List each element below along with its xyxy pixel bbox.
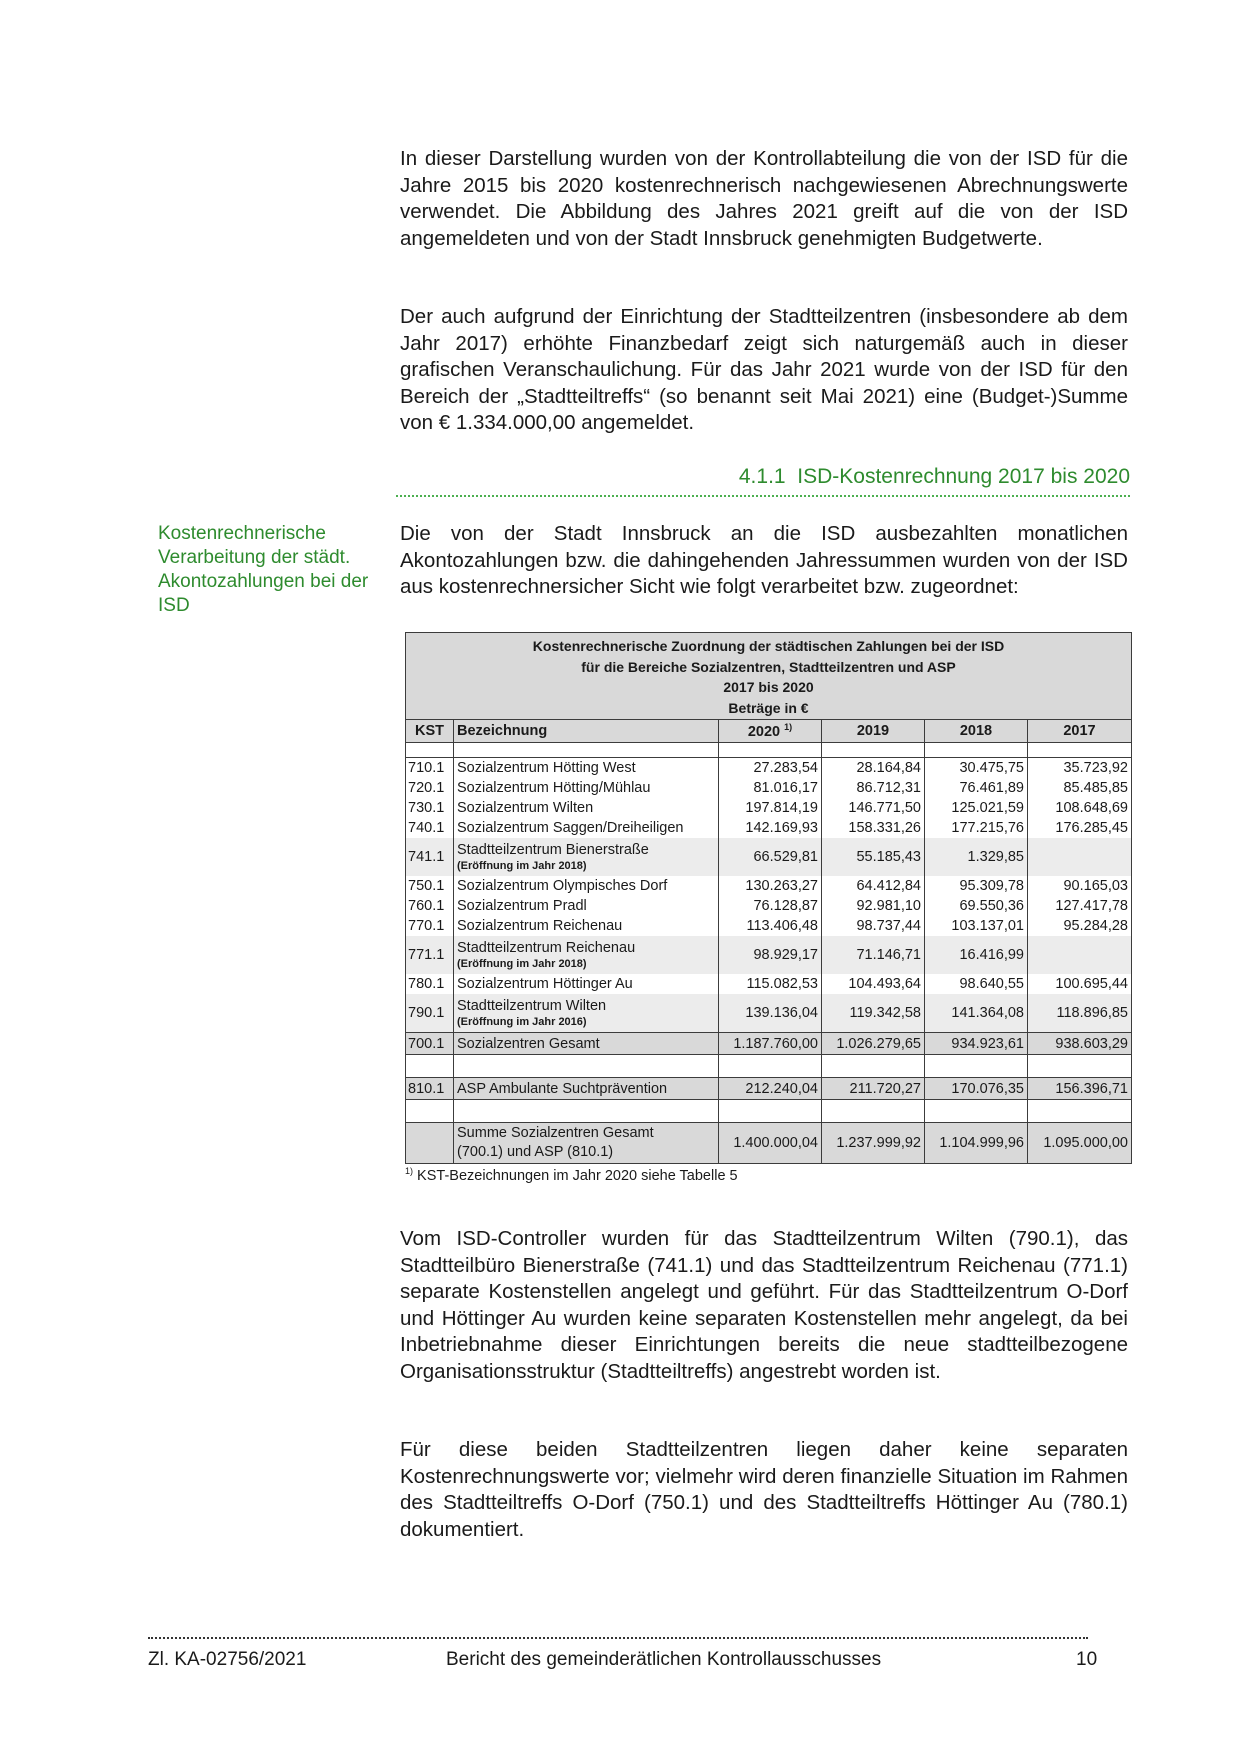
footnote-mark: 1) [405, 1166, 414, 1176]
row-2018: 76.461,89 [925, 778, 1028, 798]
grand-total-name-line: (700.1) und ASP (810.1) [457, 1144, 614, 1160]
row-2017: 85.485,85 [1028, 778, 1132, 798]
spacer-row [406, 1100, 1132, 1123]
table-title-line: für die Bereiche Sozialzentren, Stadtteilzentren und ASP [581, 658, 956, 675]
table-row [406, 994, 1132, 1033]
row-2019: 146.771,50 [822, 798, 925, 818]
row-name [454, 994, 719, 1033]
grand-total-kst [406, 1123, 454, 1164]
row-2019: 158.331,26 [822, 818, 925, 838]
total-2018: 934.923,61 [925, 1033, 1028, 1055]
row-2017: 127.417,78 [1028, 896, 1132, 916]
row-opening-note: (Eröffnung im Jahr 2018) [457, 859, 587, 872]
total-name: Sozialzentren Gesamt [454, 1033, 719, 1055]
row-2017: 176.285,45 [1028, 818, 1132, 838]
row-kst: 740.1 [406, 818, 454, 838]
grand-total-name [454, 1123, 719, 1164]
row-2018: 69.550,36 [925, 896, 1028, 916]
table-row [406, 778, 1132, 798]
table-row [406, 936, 1132, 974]
grand-total-2019: 1.237.999,92 [822, 1123, 925, 1164]
table-title-line: 2017 bis 2020 [723, 679, 814, 695]
row-2020: 66.529,81 [719, 838, 822, 876]
table-row [406, 974, 1132, 994]
spacer-row [406, 1055, 1132, 1078]
table-title-row [406, 633, 1132, 720]
grand-total-2020: 1.400.000,04 [719, 1123, 822, 1164]
asp-row [406, 1078, 1132, 1100]
table-row [406, 818, 1132, 838]
header-2017: 2017 [1028, 720, 1132, 743]
row-kst: 750.1 [406, 876, 454, 896]
table-row [406, 916, 1132, 936]
row-2017: 100.695,44 [1028, 974, 1132, 994]
row-kst: 730.1 [406, 798, 454, 818]
row-2020: 142.169,93 [719, 818, 822, 838]
row-name-label: Sozialzentrum Wilten [457, 800, 594, 816]
cost-table-container [405, 632, 1131, 1184]
cost-allocation-table [405, 632, 1132, 1164]
table-row [406, 838, 1132, 876]
row-name-label: Sozialzentrum Pradl [457, 898, 587, 914]
row-opening-note: (Eröffnung im Jahr 2016) [457, 1015, 587, 1028]
row-2020: 76.128,87 [719, 896, 822, 916]
row-kst: 741.1 [406, 838, 454, 876]
row-2019: 71.146,71 [822, 936, 925, 974]
row-2018: 95.309,78 [925, 876, 1028, 896]
row-opening-note: (Eröffnung im Jahr 2018) [457, 957, 587, 970]
row-2018: 141.364,08 [925, 994, 1028, 1033]
row-name-label: Sozialzentrum Hötting/Mühlau [457, 780, 651, 796]
row-2017: 108.648,69 [1028, 798, 1132, 818]
row-name-label: Stadtteilzentrum Wilten [457, 997, 607, 1014]
row-2018: 1.329,85 [925, 838, 1028, 876]
row-2019: 55.185,43 [822, 838, 925, 876]
asp-kst: 810.1 [406, 1078, 454, 1100]
row-kst: 790.1 [406, 994, 454, 1033]
row-2018: 177.215,76 [925, 818, 1028, 838]
row-2018: 30.475,75 [925, 758, 1028, 779]
row-name [454, 916, 719, 936]
paragraph-2: Der auch aufgrund der Einrichtung der Stadtteilzentren (insbesondere ab dem Jahr 2017) erhöhte Finanzbedarf zeigt sich naturgemäß auch in dieser grafischen Veranschaulichung. Für das Jahr 2021 wurde von der ISD für den Bereich der „Stadtteiltreffs“ (so benannt seit Mai 2021) eine (Budget-)Summe von € 1.334.000,00 angemeldet. [400, 305, 1128, 434]
asp-name: ASP Ambulante Suchtprävention [454, 1078, 719, 1100]
row-name [454, 838, 719, 876]
footer-reference: Zl. KA-02756/2021 [148, 1649, 307, 1670]
table-title [406, 633, 1132, 720]
row-2019: 64.412,84 [822, 876, 925, 896]
paragraph-4: Vom ISD-Controller wurden für das Stadtteilzentrum Wilten (790.1), das Stadtteilbüro Bienerstraße (741.1) und das Stadtteilzentrum Reichenau (771.1) separate Kostenstellen angelegt und geführt. Für das Stadtteilzentrum O-Dorf und Höttinger Au wurden keine separaten Kostenstellen mehr angelegt, da bei Inbetriebnahme dieser Einrichtungen bereits die neue stadtteilbezogene Organisationsstruktur (Stadtteiltreffs) angestrebt worden ist. [400, 1227, 1128, 1383]
total-kst: 700.1 [406, 1033, 454, 1055]
header-2019: 2019 [822, 720, 925, 743]
paragraph-1: In dieser Darstellung wurden von der Kontrollabteilung die von der ISD für die Jahre 2015 bis 2020 kostenrechnerisch nachgewiesenen Abrechnungswerte verwendet. Die Abbildung des Jahres 2021 greift auf die von der ISD angemeldeten und von der Stadt Innsbruck genehmigten Budgetwerte. [400, 147, 1128, 250]
table-title-line: Beträge in € [728, 699, 809, 716]
row-name [454, 778, 719, 798]
grand-total-name-line: Summe Sozialzentren Gesamt [457, 1125, 654, 1141]
row-2019: 98.737,44 [822, 916, 925, 936]
row-kst: 710.1 [406, 758, 454, 779]
row-kst: 770.1 [406, 916, 454, 936]
header-2020-footnote-mark: 1) [784, 722, 793, 733]
side-note: Kostenrechnerische Verarbeitung der städt. Akontozahlungen bei der ISD [158, 523, 369, 616]
footer-title: Bericht des gemeinderätlichen Kontrollausschusses [446, 1649, 882, 1670]
paragraph-3: Die von der Stadt Innsbruck an die ISD ausbezahlten monatlichen Akontozahlungen bzw. die dahingehenden Jahressummen wurden von der ISD aus kostenrechnersicher Sicht wie folgt verarbeitet bzw. zugeordnet: [400, 522, 1128, 598]
paragraph-5: Für diese beiden Stadtteilzentren liegen daher keine separaten Kostenrechnungswerte vor; vielmehr wird deren finanzielle Situation im Rahmen des Stadtteiltreffs O-Dorf (750.1) und des Stadtteiltreffs Höttinger Au (780.1) dokumentiert. [400, 1438, 1128, 1541]
total-row [406, 1033, 1132, 1055]
row-name-label: Sozialzentrum Hötting West [457, 760, 636, 776]
row-2019: 86.712,31 [822, 778, 925, 798]
row-2017 [1028, 936, 1132, 974]
row-2020: 130.263,27 [719, 876, 822, 896]
row-2018: 103.137,01 [925, 916, 1028, 936]
row-2017: 95.284,28 [1028, 916, 1132, 936]
row-name-label: Sozialzentrum Olympisches Dorf [457, 878, 668, 894]
grand-total-2018: 1.104.999,96 [925, 1123, 1028, 1164]
row-name [454, 936, 719, 974]
row-2020: 197.814,19 [719, 798, 822, 818]
table-footnote [405, 1166, 1131, 1184]
row-name-label: Stadtteilzentrum Bienerstraße [457, 841, 649, 858]
table-row [406, 876, 1132, 896]
total-2020: 1.187.760,00 [719, 1033, 822, 1055]
header-2018: 2018 [925, 720, 1028, 743]
row-2017: 118.896,85 [1028, 994, 1132, 1033]
table-row [406, 798, 1132, 818]
row-kst: 780.1 [406, 974, 454, 994]
row-2019: 28.164,84 [822, 758, 925, 779]
row-2020: 113.406,48 [719, 916, 822, 936]
row-name-label: Sozialzentrum Höttinger Au [457, 976, 633, 992]
footer-divider [148, 1637, 1088, 1639]
row-kst: 760.1 [406, 896, 454, 916]
total-2019: 1.026.279,65 [822, 1033, 925, 1055]
row-2018: 125.021,59 [925, 798, 1028, 818]
row-2019: 104.493,64 [822, 974, 925, 994]
footnote-text: KST-Bezeichnungen im Jahr 2020 siehe Tabelle 5 [417, 1167, 738, 1184]
row-2020: 139.136,04 [719, 994, 822, 1033]
row-name [454, 974, 719, 994]
row-name [454, 818, 719, 838]
row-name [454, 798, 719, 818]
row-2020: 81.016,17 [719, 778, 822, 798]
grand-total-row [406, 1123, 1132, 1164]
row-2020: 98.929,17 [719, 936, 822, 974]
asp-2018: 170.076,35 [925, 1078, 1028, 1100]
row-2017 [1028, 838, 1132, 876]
table-title-line: Kostenrechnerische Zuordnung der städtischen Zahlungen bei der ISD [532, 638, 1005, 654]
asp-2017: 156.396,71 [1028, 1078, 1132, 1100]
row-kst: 771.1 [406, 936, 454, 974]
row-2020: 115.082,53 [719, 974, 822, 994]
table-body [406, 758, 1132, 1033]
header-kst: KST [406, 720, 454, 743]
row-2019: 92.981,10 [822, 896, 925, 916]
header-2020-label: 2020 [747, 723, 781, 740]
section-heading [396, 462, 1130, 497]
blank-row [406, 743, 1132, 758]
row-name [454, 896, 719, 916]
row-2017: 35.723,92 [1028, 758, 1132, 779]
grand-total-2017: 1.095.000,00 [1028, 1123, 1132, 1164]
row-name [454, 758, 719, 779]
row-name [454, 876, 719, 896]
table-row [406, 896, 1132, 916]
row-name-label: Stadtteilzentrum Reichenau [457, 939, 636, 956]
row-name-label: Sozialzentrum Reichenau [457, 918, 623, 934]
row-2017: 90.165,03 [1028, 876, 1132, 896]
asp-2019: 211.720,27 [822, 1078, 925, 1100]
asp-2020: 212.240,04 [719, 1078, 822, 1100]
total-2017: 938.603,29 [1028, 1033, 1132, 1055]
table-header-row [406, 720, 1132, 743]
section-title: ISD-Kostenrechnung 2017 bis 2020 [797, 465, 1130, 488]
header-2020 [719, 720, 822, 743]
row-2020: 27.283,54 [719, 758, 822, 779]
row-name-label: Sozialzentrum Saggen/Dreiheiligen [457, 820, 684, 836]
row-kst: 720.1 [406, 778, 454, 798]
row-2018: 16.416,99 [925, 936, 1028, 974]
table-row [406, 758, 1132, 779]
section-number: 4.1.1 [738, 465, 786, 488]
row-2019: 119.342,58 [822, 994, 925, 1033]
row-2018: 98.640,55 [925, 974, 1028, 994]
header-name: Bezeichnung [454, 720, 719, 743]
page-number: 10 [1076, 1649, 1098, 1670]
